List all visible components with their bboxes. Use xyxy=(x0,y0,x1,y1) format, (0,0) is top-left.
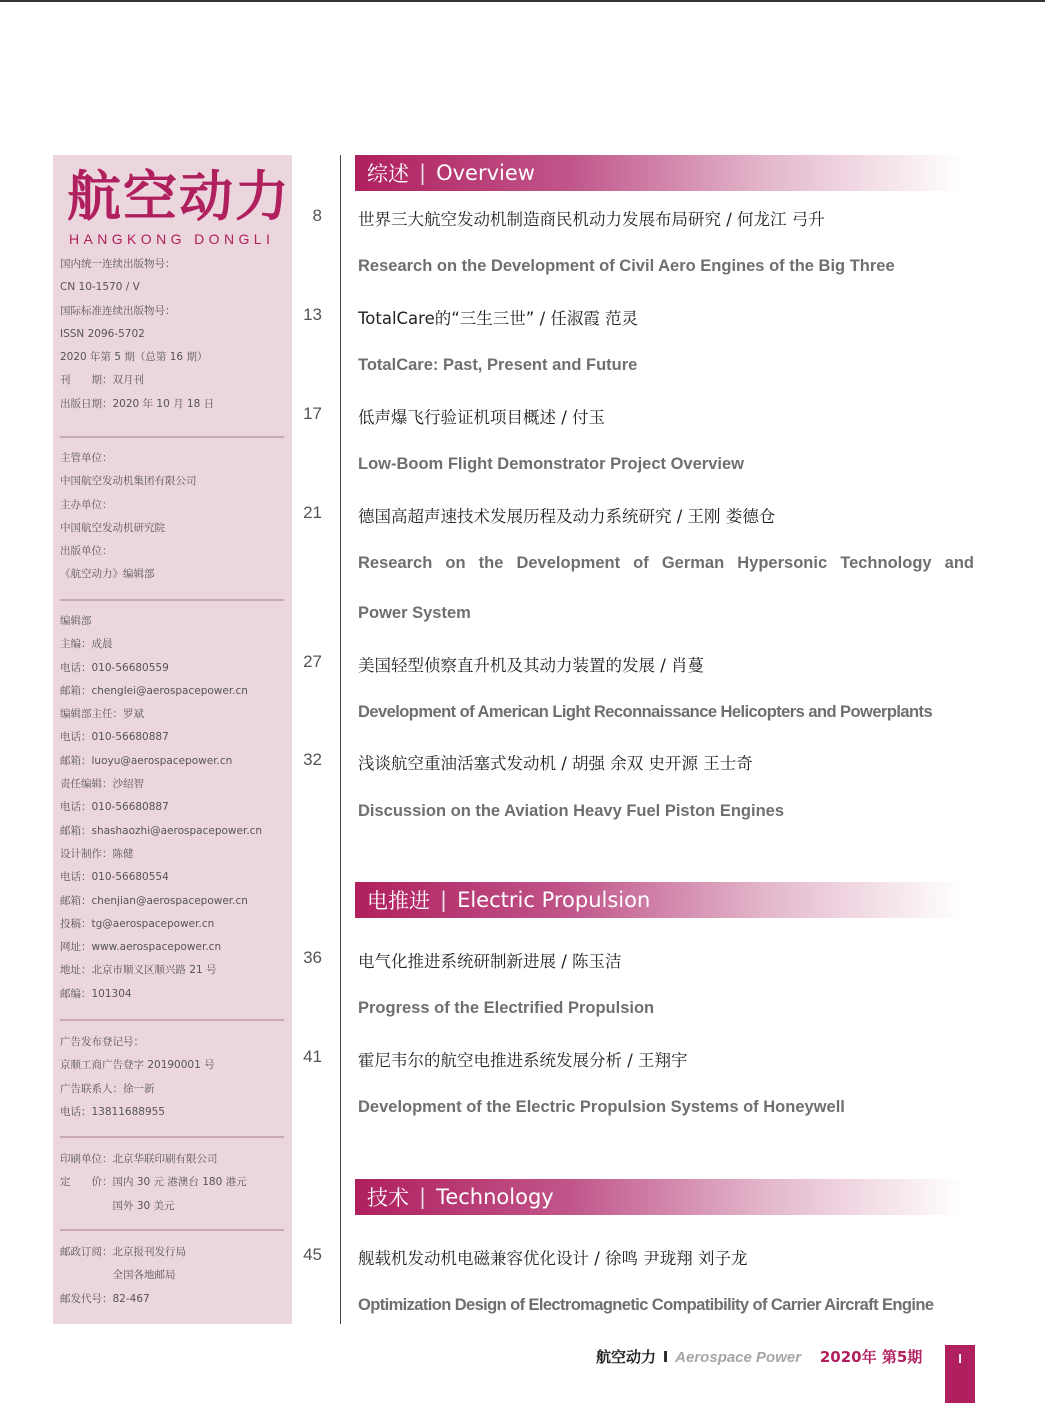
section-title-en: Technology xyxy=(436,1185,554,1209)
toc-entry-cn[interactable]: 电气化推进系统研制新进展 / 陈玉洁 xyxy=(358,952,622,971)
sidebar-divider xyxy=(60,1019,284,1021)
toc-entry-cn[interactable]: 霍尼韦尔的航空电推进系统发展分析 / 王翔宇 xyxy=(358,1051,688,1070)
toc-page-number: 17 xyxy=(303,404,322,423)
toc-page-number: 32 xyxy=(303,750,322,769)
info-line: 网址：www.aerospacepower.cn xyxy=(60,941,222,954)
info-line: 邮政订阅：北京报刊发行局 xyxy=(60,1246,186,1258)
toc-entry-cn[interactable]: 美国轻型侦察直升机及其动力装置的发展 / 肖蔓 xyxy=(358,656,705,675)
column-rule xyxy=(340,155,341,1324)
toc-page-number: 36 xyxy=(303,948,322,967)
toc-page-number: 45 xyxy=(303,1245,322,1264)
toc-entry-en-continued[interactable]: Power System xyxy=(358,604,471,622)
page-footer xyxy=(596,1346,922,1367)
info-line: 主编：成晨 xyxy=(60,638,113,651)
toc-entry-en[interactable]: Development of American Light Reconnaissance Helicopters and Powerplants xyxy=(358,703,933,721)
info-line: 出版日期：2020 年 10 月 18 日 xyxy=(60,397,215,410)
sidebar-divider xyxy=(60,599,284,601)
editorial-info xyxy=(60,610,286,1006)
printing-info xyxy=(60,1148,286,1218)
info-line: 电话：010-56680554 xyxy=(60,871,169,884)
section-title-en: Overview xyxy=(436,161,535,185)
toc-entry-cn[interactable]: TotalCare的“三生三世” / 任淑霞 范灵 xyxy=(358,309,639,328)
info-line: 印刷单位：北京华联印刷有限公司 xyxy=(60,1153,218,1165)
footer-issue: 2020年 第5期 xyxy=(819,1348,923,1366)
section-header-overview xyxy=(355,155,963,191)
toc-entry-en[interactable]: Research on the Development of Civil Aero Engines of the Big Three xyxy=(358,257,895,275)
info-line: 地址：北京市顺义区顺兴路 21 号 xyxy=(60,964,217,977)
section-title-cn: 电推进 xyxy=(367,889,430,913)
section-separator: | xyxy=(419,1185,427,1209)
toc-entry-cn[interactable]: 低声爆飞行验证机项目概述 / 付玉 xyxy=(358,408,606,427)
sidebar-divider xyxy=(60,1136,284,1138)
info-line: 京顺工商广告登字 20190001 号 xyxy=(60,1059,215,1072)
info-line: 全国各地邮局 xyxy=(60,1269,176,1282)
toc-page-number: 13 xyxy=(303,305,322,324)
section-title-cn: 技术 xyxy=(367,1186,409,1210)
info-line: 编辑部 xyxy=(60,615,92,627)
info-line: 电话：13811688955 xyxy=(60,1105,165,1118)
toc-page-number: 27 xyxy=(303,652,322,671)
info-line: 设计制作：陈健 xyxy=(60,847,134,860)
info-line: 出版单位： xyxy=(60,545,113,558)
info-line: 邮箱：shashaozhi@aerospacepower.cn xyxy=(60,824,263,837)
journal-pinyin: HANGKONG DONGLI xyxy=(69,231,275,247)
info-line: 电话：010-56680559 xyxy=(60,661,169,674)
footer-journal-cn: 航空动力 xyxy=(596,1348,657,1366)
top-rule xyxy=(0,0,1045,2)
toc-entry-en[interactable]: TotalCare: Past, Present and Future xyxy=(358,356,638,374)
info-line: 国际标准连续出版物号： xyxy=(60,304,176,317)
info-line: 投稿：tg@aerospacepower.cn xyxy=(60,917,215,930)
info-line: 邮箱：chenjian@aerospacepower.cn xyxy=(60,894,248,907)
publication-info xyxy=(60,253,286,416)
section-title-cn: 综述 xyxy=(367,162,409,186)
section-title-en: Electric Propulsion xyxy=(457,888,651,912)
info-line: 定 价：国内 30 元 港澳台 180 港元 xyxy=(60,1176,247,1189)
toc-entry-en[interactable]: Development of the Electric Propulsion Systems of Honeywell xyxy=(358,1098,845,1116)
sidebar-divider xyxy=(60,436,284,438)
footer-journal-en: Aerospace Power xyxy=(675,1349,802,1366)
toc-entry-en[interactable]: Progress of the Electrified Propulsion xyxy=(358,999,655,1017)
toc-entry-cn[interactable]: 舰载机发动机电磁兼容优化设计 / 徐鸣 尹珑翔 刘子龙 xyxy=(358,1249,748,1268)
info-line: 《航空动力》编辑部 xyxy=(60,568,155,581)
info-line: 主管单位： xyxy=(60,452,113,464)
sidebar-divider xyxy=(60,1229,284,1231)
info-line: CN 10-1570 / V xyxy=(60,281,140,294)
footer-separator: I xyxy=(662,1348,669,1366)
info-line: 电话：010-56680887 xyxy=(60,731,169,744)
toc-entry-en[interactable]: Low-Boom Flight Demonstrator Project Overview xyxy=(358,455,744,473)
info-line: 中国航空发动机研究院 xyxy=(60,521,165,534)
section-header-technology xyxy=(355,1179,963,1215)
info-line: 刊 期：双月刊 xyxy=(60,374,144,387)
info-line: 邮编：101304 xyxy=(60,987,132,1000)
toc-page-number: 21 xyxy=(303,503,322,522)
info-line: ISSN 2096-5702 xyxy=(60,327,145,340)
section-header-electric-propulsion xyxy=(355,882,963,918)
info-line: 电话：010-56680887 xyxy=(60,801,169,814)
subscription-info xyxy=(60,1241,286,1311)
section-separator: | xyxy=(440,888,448,912)
journal-logo: 航空动力 xyxy=(67,165,291,228)
toc-entry-cn[interactable]: 浅谈航空重油活塞式发动机 / 胡强 余双 史开源 王士奇 xyxy=(358,754,753,773)
section-separator: | xyxy=(419,161,427,185)
toc-entry-cn[interactable]: 世界三大航空发动机制造商民机动力发展布局研究 / 何龙江 弓升 xyxy=(358,210,825,229)
advertising-info xyxy=(60,1031,286,1124)
info-line: 国内统一连续出版物号： xyxy=(60,258,176,270)
toc-page-number: 41 xyxy=(303,1047,322,1066)
page-number-tab: I xyxy=(945,1345,975,1403)
info-line: 邮箱：luoyu@aerospacepower.cn xyxy=(60,754,233,767)
info-line: 中国航空发动机集团有限公司 xyxy=(60,475,197,488)
info-line: 邮发代号：82-467 xyxy=(60,1292,150,1305)
toc-entry-cn[interactable]: 德国高超声速技术发展历程及动力系统研究 / 王刚 娄德仓 xyxy=(358,507,776,526)
info-line: 广告发布登记号： xyxy=(60,1036,144,1048)
toc-entry-en[interactable]: Optimization Design of Electromagnetic Compatibility of Carrier Aircraft Engine xyxy=(358,1296,934,1314)
toc-page-number: 8 xyxy=(312,206,322,225)
toc-entry-en[interactable]: Discussion on the Aviation Heavy Fuel Piston Engines xyxy=(358,802,785,820)
publisher-info xyxy=(60,447,286,587)
toc-entry-en[interactable]: Research on the Development of German Hypersonic Technology and xyxy=(358,554,974,572)
info-line: 广告联系人：徐一新 xyxy=(60,1082,155,1095)
masthead-sidebar xyxy=(53,155,292,1324)
info-line: 2020 年第 5 期（总第 16 期） xyxy=(60,351,208,364)
info-line: 编辑部主任：罗斌 xyxy=(60,708,144,721)
info-line: 邮箱：chenglei@aerospacepower.cn xyxy=(60,684,248,697)
info-line: 国外 30 美元 xyxy=(60,1199,175,1212)
info-line: 主办单位： xyxy=(60,498,113,511)
info-line: 责任编辑：沙绍智 xyxy=(60,778,144,791)
